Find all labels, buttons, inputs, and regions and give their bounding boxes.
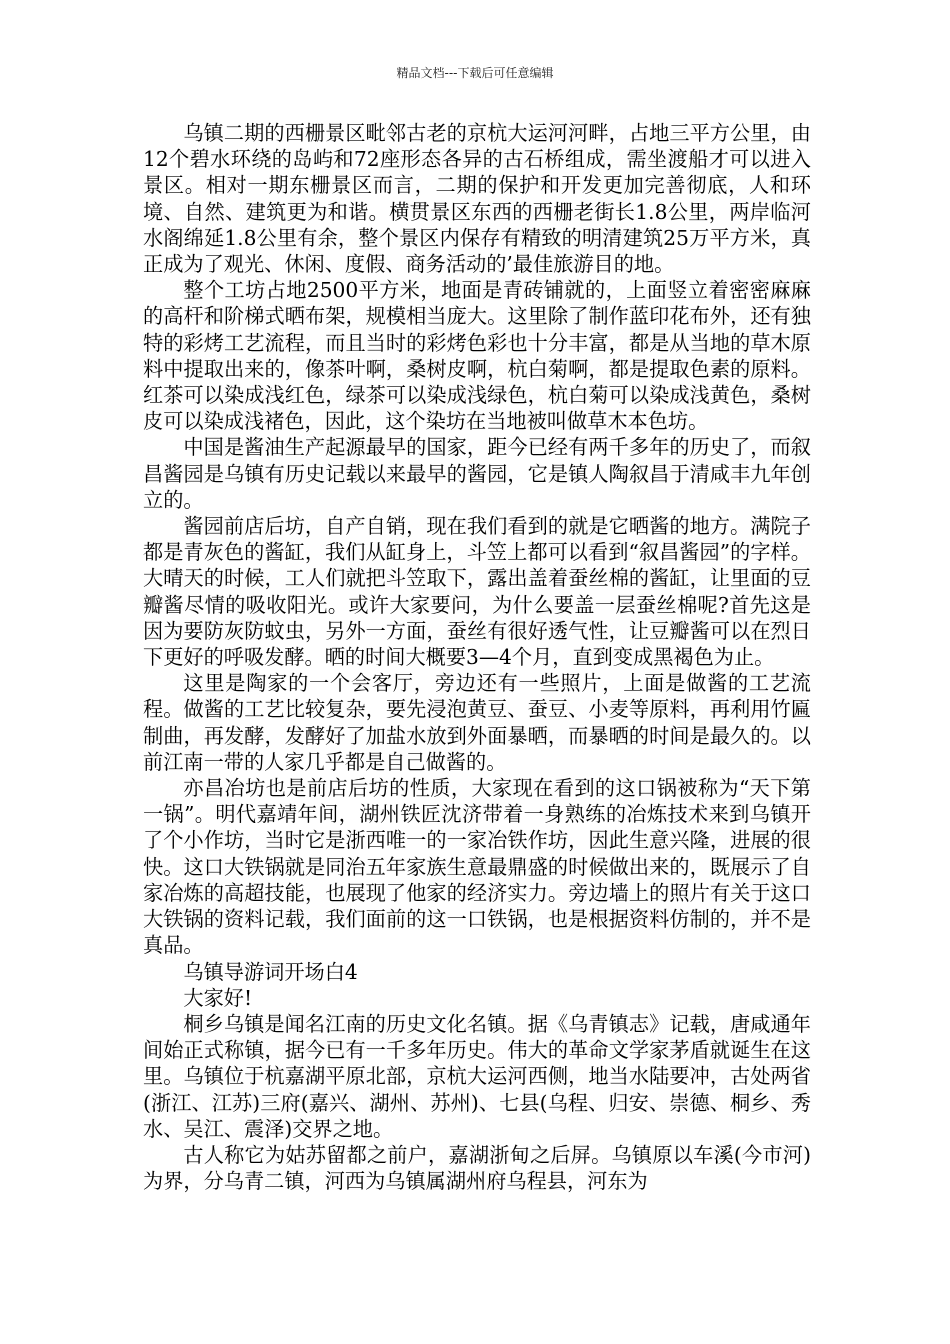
- section-title: 乌镇导游词开场白4: [183, 959, 358, 984]
- greeting: 大家好!: [183, 985, 253, 1010]
- paragraph-xizha-scenic-area: 乌镇二期的西栅景区毗邻古老的京杭大运河河畔，占地三平方公里，由12个碧水环绕的岛屿和72座形态各异的古石桥组成，需坐渡船才可以进入景区。相对一期东栅景区而言，二期的保护和开发更加完善彻底，人和环境、自然、建筑更为和谐。横贯景区东西的西栅老街长1.8公里，两岸临河水阁绵延1.8公里有余，整个景区内保存有精致的明清建筑25万平方米，真正成为了观光、休闲、度假、商务活动的’最佳旅游目的地。: [143, 121, 811, 277]
- paragraph-wuzhen-history: 桐乡乌镇是闻名江南的历史文化名镇。据《乌青镇志》记载，唐咸通年间始正式称镇，据今已有一千多年历史。伟大的革命文学家茅盾就诞生在这里。乌镇位于杭嘉湖平原北部，京杭大运河西侧，地当水陆要冲，古处两省(浙江、江苏)三府(嘉兴、湖州、苏州)、七县(乌程、归安、崇德、桐乡、秀水、吴江、震泽)交界之地。: [143, 1011, 811, 1141]
- paragraph-wuzhen-boundary: 古人称它为姑苏留都之前户，嘉湖浙甸之后屏。乌镇原以车溪(今市河)为界，分乌青二镇，河西为乌镇属湖州府乌程县，河东为: [143, 1142, 811, 1194]
- page-header: 精品文档---下载后可任意编辑: [396, 66, 554, 80]
- paragraph-sauce-garden: 酱园前店后坊，自产自销，现在我们看到的就是它晒酱的地方。满院子都是青灰色的酱缸，我们从缸身上，斗笠上都可以看到“叙昌酱园”的字样。大晴天的时候，工人们就把斗笠取下，露出盖着蚕丝棉的酱缸，让里面的豆瓣酱尽情的吸收阳光。或许大家要问，为什么要盖一层蚕丝棉呢?首先这是因为要防灰防蚊虫，另外一方面，蚕丝有很好透气性，让豆瓣酱可以在烈日下更好的呼吸发酵。晒的时间大概要3—4个月，直到变成黑褐色为止。: [143, 514, 811, 670]
- document-body: [143, 120, 811, 1194]
- paragraph-iron-foundry: 亦昌冶坊也是前店后坊的性质，大家现在看到的这口锅被称为“天下第一锅”。明代嘉靖年间，湖州铁匠沈济带着一身熟练的冶炼技术来到乌镇开了个小作坊，当时它是浙西唯一的一家冶铁作坊，因此生意兴隆，进展的很快。这口大铁锅就是同治五年家族生意最鼎盛的时候做出来的，既展示了自家冶炼的高超技能，也展现了他家的经济实力。旁边墙上的照片有关于这口大铁锅的资料记载，我们面前的这一口铁锅，也是根据资料仿制的，并不是真品。: [143, 776, 811, 958]
- paragraph-soy-sauce-origin: 中国是酱油生产起源最早的国家，距今已经有两千多年的历史了，而叙昌酱园是乌镇有历史记载以来最早的酱园，它是镇人陶叙昌于清咸丰九年创立的。: [143, 435, 811, 512]
- paragraph-reception-hall: 这里是陶家的一个会客厅，旁边还有一些照片，上面是做酱的工艺流程。做酱的工艺比较复杂，要先浸泡黄豆、蚕豆、小麦等原料，再利用竹匾制曲，再发酵，发酵好了加盐水放到外面暴晒，而暴晒的时间是最久的。以前江南一带的人家几乎都是自己做酱的。: [143, 671, 811, 774]
- paragraph-dye-workshop: 整个工坊占地2500平方米，地面是青砖铺就的，上面竖立着密密麻麻的高杆和阶梯式晒布架，规模相当庞大。这里除了制作蓝印花布外，还有独特的彩烤工艺流程，而且当时的彩烤色彩也十分丰富，都是从当地的草木原料中提取出来的，像茶叶啊，桑树皮啊，杭白菊啊，都是提取色素的原料。红茶可以染成浅红色，绿茶可以染成浅绿色，杭白菊可以染成浅黄色，桑树皮可以染成浅褚色，因此，这个染坊在当地被叫做草木本色坊。: [143, 278, 811, 434]
